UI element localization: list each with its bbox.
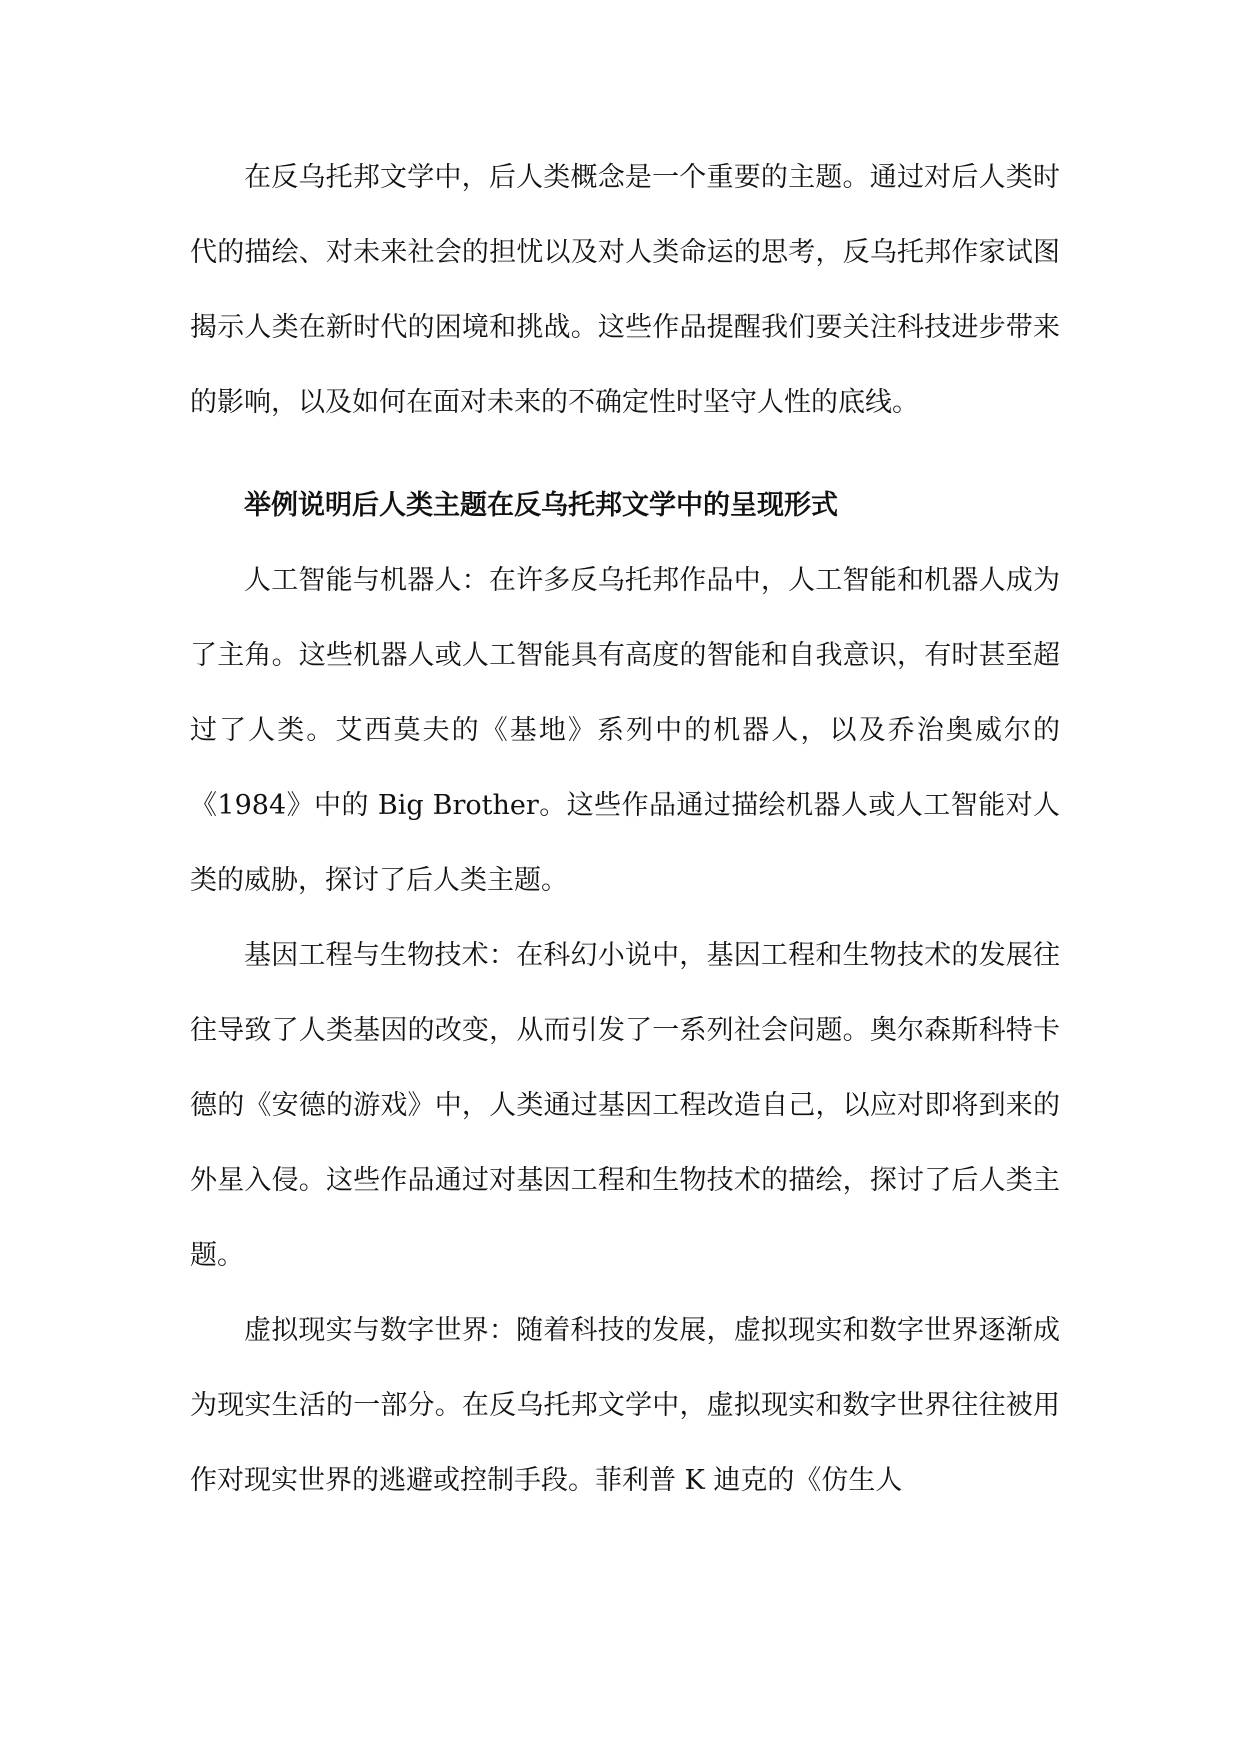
paragraph-intro: 在反乌托邦文学中，后人类概念是一个重要的主题。通过对后人类时代的描绘、对未来社会的担忧以及对人类命运的思考，反乌托邦作家试图揭示人类在新时代的困境和挑战。这些作品提醒我们要关注科技进步带来的影响，以及如何在面对未来的不确定性时坚守人性的底线。 bbox=[190, 162, 1060, 418]
paragraph-virtual-reality: 虚拟现实与数字世界：随着科技的发展，虚拟现实和数字世界逐渐成为现实生活的一部分。在反乌托邦文学中，虚拟现实和数字世界往往被用作对现实世界的逃避或控制手段。菲利普 K 迪克的《仿生人 bbox=[190, 1315, 1060, 1496]
paragraph-ai-robots: 人工智能与机器人：在许多反乌托邦作品中，人工智能和机器人成为了主角。这些机器人或人工智能具有高度的智能和自我意识，有时甚至超过了人类。艾西莫夫的《基地》系列中的机器人，以及乔治奥威尔的《1984》中的 Big Brother。这些作品通过描绘机器人或人工智能对人类的威胁，探讨了后人类主题。 bbox=[190, 565, 1060, 896]
document-body bbox=[190, 140, 1060, 1518]
section-heading: 举例说明后人类主题在反乌托邦文学中的呈现形式 bbox=[244, 490, 838, 521]
paragraph-genetic-engineering: 基因工程与生物技术：在科幻小说中，基因工程和生物技术的发展往往导致了人类基因的改变，从而引发了一系列社会问题。奥尔森斯科特卡德的《安德的游戏》中，人类通过基因工程改造自己，以应对即将到来的外星入侵。这些作品通过对基因工程和生物技术的描绘，探讨了后人类主题。 bbox=[190, 940, 1060, 1271]
